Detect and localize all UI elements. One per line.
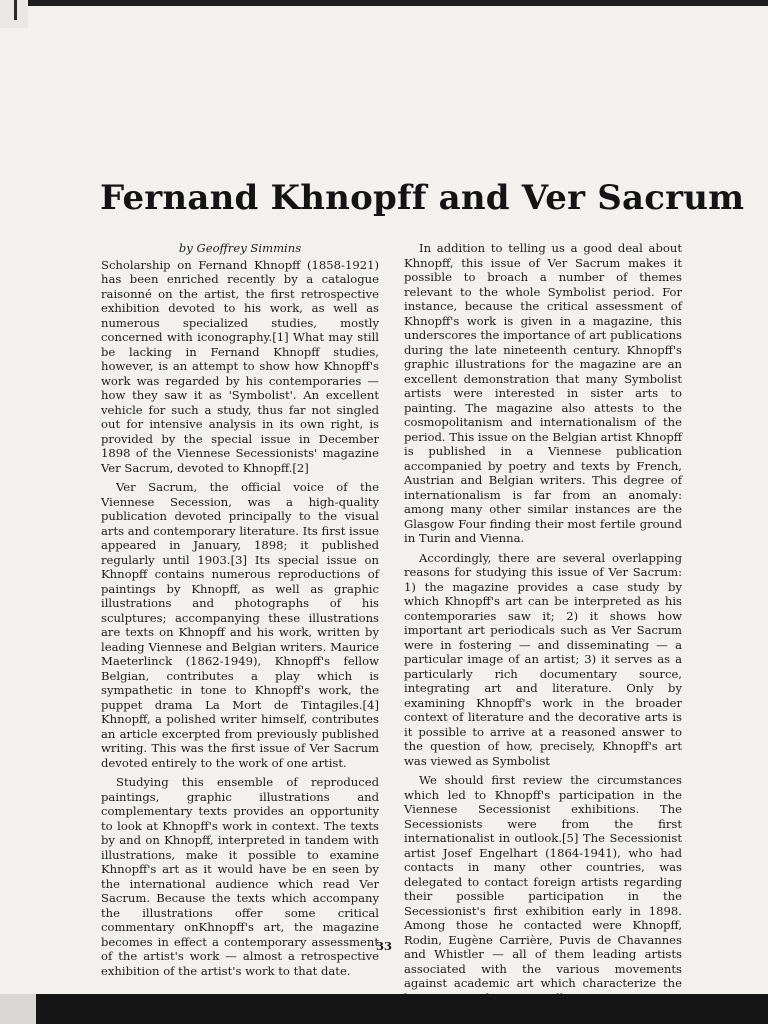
paragraph: Scholarship on Fernand Khnopff (1858-1921) has been enriched recently by a catalogue raisonné on the artist, the first retrospective exhibition devoted to his work, as well as numerous specialized studies, mostly concerned with iconography.[1] What may still be lacking in Fernand Khnopff studies, however, is an attempt to show how Khnopff's work was regarded by his contemporaries — how they saw it as 'Symbolist'. An excellent vehicle for such a study, thus far not singled out for intensive analysis in its own right, is provided by the special issue in December 1898 of the Viennese Secessionists' magazine Ver Sacrum, devoted to Khnopff.[2] (101, 257, 379, 475)
paragraph: Accordingly, there are several overlapping reasons for studying this issue of Ver Sacrum: 1) the magazine provides a case study by which Khnopff's art can be interpreted as his contemporaries saw it; 2) it shows how important art periodicals such as Ver Sacrum were in fostering — and disseminating — a particular image of an artist; 3) it serves as a particularly rich documentary source, integrating art and literature. Only by examining Khnopff's work in the broader context of literature and the decorative arts is it possible to arrive at a reasoned answer to the question of how, precisely, Khnopff's art was viewed as Symbolist (404, 550, 682, 768)
byline: by Geoffrey Simmins (178, 241, 302, 255)
left-column (101, 241, 379, 983)
scan-bottom-corner (0, 994, 36, 1024)
right-column (404, 241, 682, 1010)
scan-bottom-edge (0, 994, 768, 1024)
paragraph: In addition to telling us a good deal about Khnopff, this issue of Ver Sacrum makes it possible to broach a number of themes relevant to the whole Symbolist period. For instance, because the critical assessment of Khnopff's work is given in a magazine, this underscores the importance of art publications during the late nineteenth century. Khnopff's graphic illustrations for the magazine are an excellent demonstration that many Symbolist artists were interested in sister arts to painting. The magazine also attests to the cosmopolitanism and internationalism of the period. This issue on the Belgian artist Khnopff is published in a Viennese publication accompanied by poetry and texts by French, Austrian and Belgian writers. This degree of internationalism is far from an anomaly: among many other similar instances are the Glasgow Four finding their most fertile ground in Turin and Vienna. (404, 241, 682, 545)
article-title: Fernand Khnopff and Ver Sacrum (100, 177, 745, 218)
scan-tick-mark (14, 0, 17, 20)
paragraph: Studying this ensemble of reproduced paintings, graphic illustrations and complementary texts provides an opportunity to look at Khnopff's work in context. The texts by and on Khnopff, interpreted in tandem with illustrations, make it possible to examine Khnopff's art as it would have be en seen by the international audience which read Ver Sacrum. Because the texts which accompany the illustrations offer some critical commentary onKhnopff's art, the magazine becomes in effect a contemporary assessment of the artist's work — almost a retrospective exhibition of the artist's work to that date. (101, 775, 379, 978)
scan-top-edge (0, 0, 768, 6)
paragraph: We should first review the circumstances which led to Khnopff's participation in the Viennese Secessionist exhibitions. The Secessionists were from the first internationalist in outlook.[5] The Secessionist artist Josef Engelhart (1864-1941), who had contacts in many other countries, was delegated to contact foreign artists regarding their possible participation in the Secessionist's first exhibition early in 1898. Among those he contacted were Khnopff, Rodin, Eugène Carrière, Puvis de Chavannes and Whistler — all of them leading artists associated with the various movements against academic art which characterize the (404, 773, 682, 990)
paragraph: Ver Sacrum, the official voice of the Viennese Secession, was a high-quality publication devoted principally to the visual arts and contemporary literature. Its first issue appeared in January, 1898; it published regularly until 1903.[3] Its special issue on Khnopff contains numerous reproductions of paintings by Khnopff, as well as graphic illustrations and photographs of his sculptures; accompanying these illustrations are texts on Khnopff and his work, written by leading Viennese and Belgian writers. Maurice Maeterlinck (1862-1949), Khnopff's fellow Belgian, contributes a play which is sympathetic in tone to Khnopff's work, the puppet drama La Mort de Tintagiles.[4] Khnopff, a polished writer himself, contributes an article excerpted from previously published writing. This was the first issue of Ver Sacrum devoted entirely to the work of one artist. (101, 480, 379, 770)
page-number: 33 (375, 939, 392, 953)
